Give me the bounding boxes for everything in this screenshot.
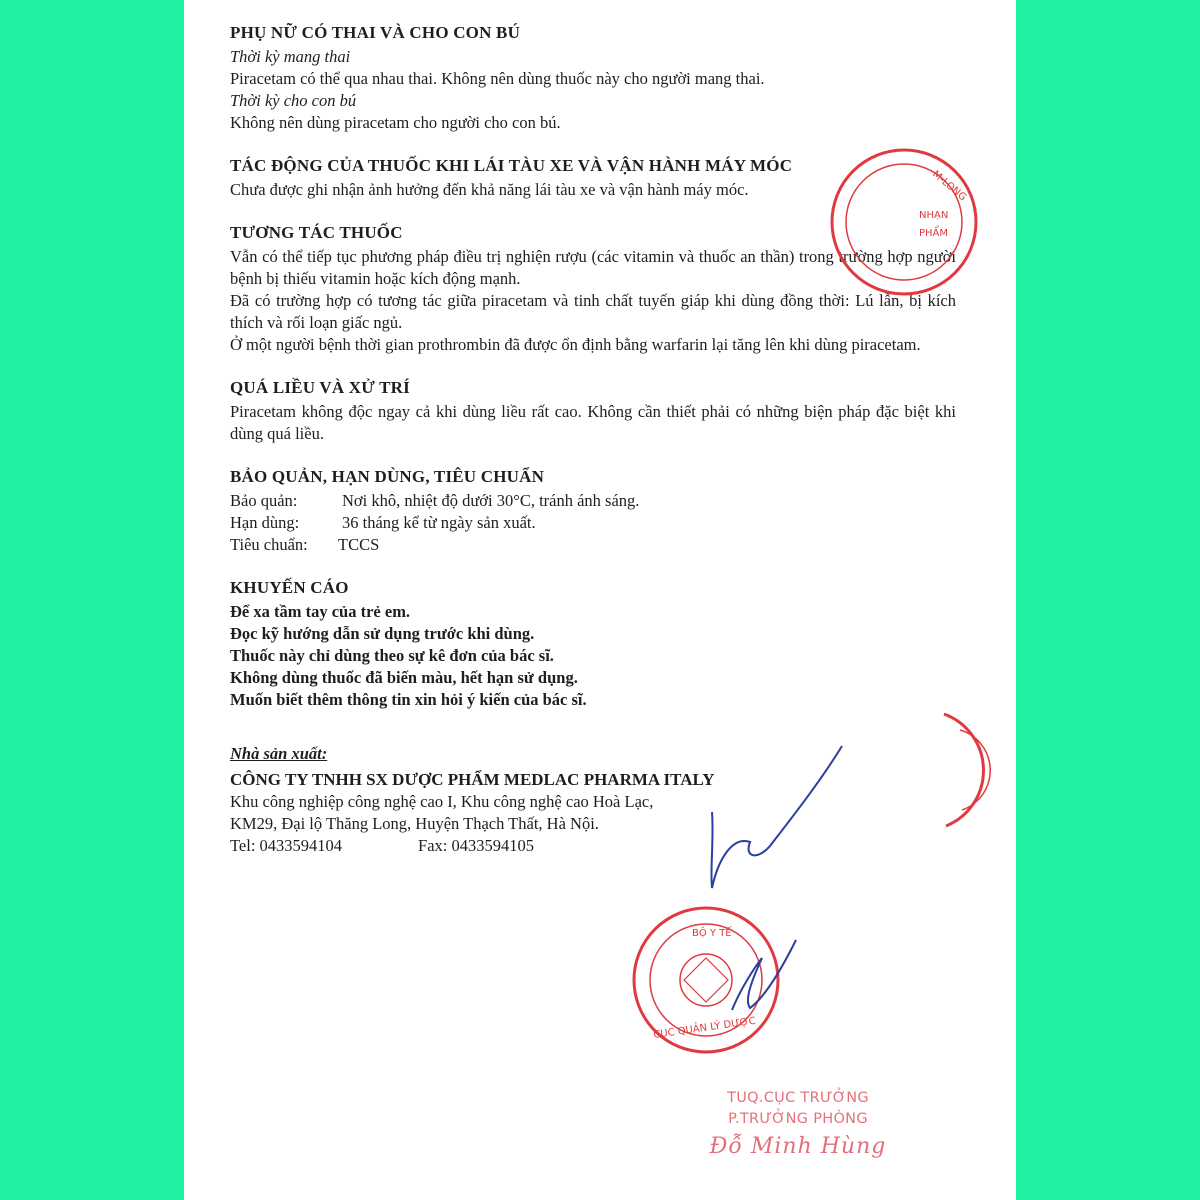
paragraph: Piracetam không độc ngay cả khi dùng liều rất cao. Không cần thiết phải có những biện pháp đặc biệt khi dùng quá liều.: [230, 402, 956, 443]
fax: Fax: 0433594105: [418, 836, 535, 855]
svg-text:M-LONG: M-LONG: [930, 168, 969, 204]
warning-line: Muốn biết thêm thông tin xin hỏi ý kiến của bác sĩ.: [230, 690, 587, 709]
paragraph: Đã có trường hợp có tương tác giữa piracetam và tinh chất tuyến giáp khi dùng đồng thời: Lú lẫn, bị kích thích và rối loạn giấc ngủ.: [230, 291, 956, 332]
approval-title: TUQ.CỤC TRƯỞNG: [727, 1090, 869, 1106]
storage-value: Nơi khô, nhiệt độ dưới 30°C, tránh ánh sáng.: [342, 491, 640, 510]
svg-text:CỤC QUẢN LÝ DƯỢC: CỤC QUẢN LÝ DƯỢC: [652, 1015, 757, 1041]
approval-block: [698, 1088, 898, 1157]
paragraph: Vẫn có thể tiếp tục phương pháp điều trị nghiện rượu (các vitamin và thuốc an thần) trong trường hợp người bệnh bị thiếu vitamin hoặc kích động mạnh.: [230, 247, 956, 288]
company-address: KM29, Đại lộ Thăng Long, Huyện Thạch Thất, Hà Nội.: [230, 814, 599, 833]
subheading: Thời kỳ cho con bú: [230, 91, 357, 110]
section-heading: PHỤ NỮ CÓ THAI VÀ CHO CON BÚ: [230, 23, 521, 42]
svg-text:NHẠN: NHẠN: [919, 210, 949, 221]
storage-label: Bảo quản:: [230, 491, 298, 510]
company-address: Khu công nghiệp công nghệ cao I, Khu công nghệ cao Hoà Lạc,: [230, 792, 654, 811]
official-seal-icon: [634, 908, 778, 1052]
svg-text:PHẨM: PHẨM: [919, 228, 949, 239]
company-name: CÔNG TY TNHH SX DƯỢC PHẨM MEDLAC PHARMA ITALY: [230, 770, 715, 789]
approver-name: Đỗ Minh Hùng: [709, 1134, 887, 1159]
manufacturer-title: Nhà sản xuất:: [230, 744, 328, 763]
section-heading: QUÁ LIỀU VÀ XỬ TRÍ: [230, 378, 410, 397]
paragraph: Chưa được ghi nhận ảnh hưởng đến khả năng lái tàu xe và vận hành máy móc.: [230, 180, 749, 199]
section-heading: TÁC ĐỘNG CỦA THUỐC KHI LÁI TÀU XE VÀ VẬN HÀNH MÁY MÓC: [230, 156, 793, 175]
warning-line: Để xa tầm tay của trẻ em.: [230, 602, 411, 621]
paragraph: Ở một người bệnh thời gian prothrombin đã được ổn định bằng warfarin lại tăng lên khi dùng piracetam.: [230, 335, 921, 354]
subheading: Thời kỳ mang thai: [230, 47, 351, 66]
partial-seal-right-icon: [944, 714, 990, 826]
approval-subtitle: P.TRƯỞNG PHÒNG: [728, 1111, 868, 1127]
storage-label: Hạn dùng:: [230, 513, 300, 532]
partial-seal-top-icon: [832, 150, 976, 294]
svg-text:BỘ Y TẾ: BỘ Y TẾ: [692, 928, 732, 939]
approval-signature-icon: [732, 940, 796, 1010]
signature-icon: [711, 746, 842, 888]
telephone: Tel: 0433594104: [230, 836, 343, 855]
document-page: [184, 0, 1016, 1200]
storage-value: 36 tháng kể từ ngày sản xuất.: [342, 513, 536, 532]
paragraph: Piracetam có thể qua nhau thai. Không nên dùng thuốc này cho người mang thai.: [230, 69, 765, 88]
warning-line: Đọc kỹ hướng dẫn sử dụng trước khi dùng.: [230, 624, 535, 643]
storage-value: TCCS: [338, 535, 380, 554]
warning-line: Không dùng thuốc đã biến màu, hết hạn sử dụng.: [230, 668, 578, 687]
section-heading: TƯƠNG TÁC THUỐC: [230, 223, 403, 242]
storage-label: Tiêu chuẩn:: [230, 535, 308, 554]
paragraph: Không nên dùng piracetam cho người cho con bú.: [230, 113, 561, 132]
stamps-and-signatures: [184, 0, 1016, 1200]
section-heading: KHUYẾN CÁO: [230, 578, 349, 597]
section-heading: BẢO QUẢN, HẠN DÙNG, TIÊU CHUẨN: [230, 467, 545, 486]
warning-line: Thuốc này chỉ dùng theo sự kê đơn của bác sĩ.: [230, 646, 554, 665]
